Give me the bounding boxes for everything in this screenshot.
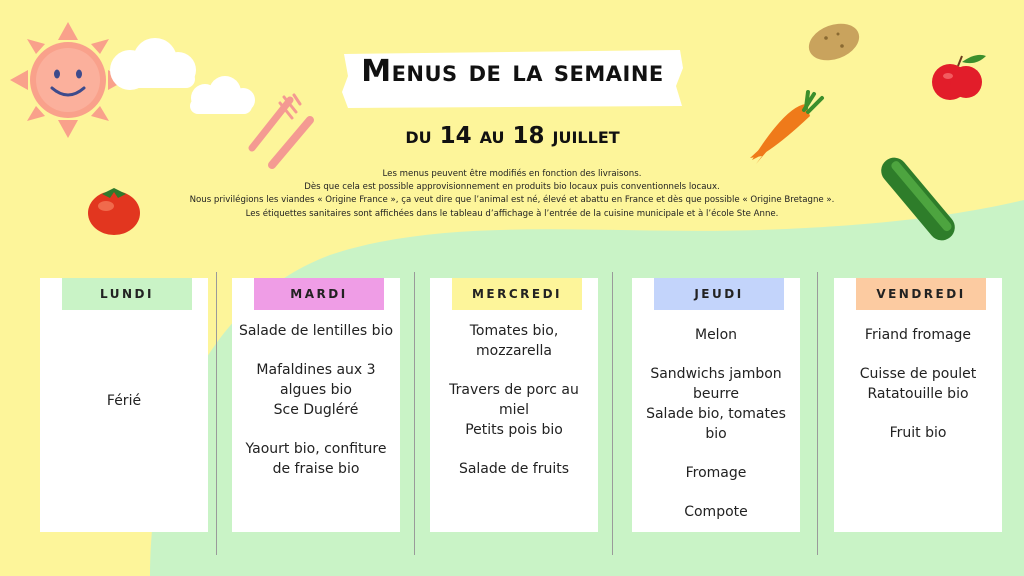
column-separator: [817, 272, 818, 555]
day-label-jeudi: JEUDI: [654, 278, 784, 310]
menu-line: Fruit bio: [889, 425, 947, 442]
menu-list: [638, 326, 794, 523]
note-line: Nous privilégions les viandes « Origine France », ça veut dire que l’animal est né, élevé et abattu en France et dès que possible « Origine Bretagne ».: [189, 195, 835, 206]
menu-gap: [238, 342, 394, 362]
menu-line: Cuisse de poulet: [859, 366, 977, 383]
menu-line: Fromage: [685, 464, 747, 481]
menu-line: Mafaldines aux 3: [256, 362, 376, 379]
menu-gap: [840, 405, 996, 425]
menu-gap: [238, 421, 394, 441]
menu-gap: [436, 440, 592, 460]
day-card-mardi: [232, 278, 400, 532]
menu-line: miel: [498, 401, 530, 418]
menu-line: Tomates bio,: [469, 323, 559, 339]
menu-line: de fraise bio: [272, 460, 360, 477]
week-dates: du 14 au 18 juillet: [405, 123, 620, 149]
notes-block: [150, 168, 874, 221]
menu-list: [436, 322, 592, 480]
day-card-mercredi: [430, 278, 598, 532]
menu-line: algues bio: [280, 382, 352, 399]
day-card-lundi: [40, 278, 208, 532]
menu-line: Petits pois bio: [465, 421, 563, 438]
menu-line: mozzarella: [476, 342, 552, 359]
menu-line: Compote: [684, 504, 748, 521]
note-line: Les étiquettes sanitaires sont affichées dans le tableau d’affichage à l’entrée de la cuisine municipale et à l’école Ste Anne.: [245, 208, 779, 219]
day-label-mardi: MARDI: [254, 278, 384, 310]
column-separator: [216, 272, 217, 555]
note-line: Dès que cela est possible approvisionnement en produits bio locaux puis conventionnels locaux.: [304, 182, 720, 193]
menu-list: [238, 322, 394, 480]
note-line: Les menus peuvent être modifiés en fonction des livraisons.: [382, 169, 642, 179]
menu-line: Melon: [694, 327, 738, 343]
menu-line: Yaourt bio, confiture: [245, 441, 387, 458]
column-separator: [612, 272, 613, 555]
day-card-jeudi: [632, 278, 800, 532]
menu-line: beurre: [693, 386, 739, 403]
menu-text: Férié: [106, 393, 142, 409]
menu-gap: [436, 361, 592, 381]
menu-gap: [840, 346, 996, 366]
day-label-vendredi: VENDREDI: [856, 278, 986, 310]
column-separator: [414, 272, 415, 555]
menu-line: Ratatouille bio: [867, 386, 969, 403]
menu-line: Sce Dugléré: [273, 401, 359, 418]
day-label-lundi: LUNDI: [62, 278, 192, 310]
menu-line: Friand fromage: [864, 327, 972, 343]
menu-list: [840, 326, 996, 444]
menu-gap: [638, 484, 794, 504]
menu-gap: [638, 346, 794, 366]
menu-line: Salade bio, tomates: [646, 405, 786, 422]
day-card-vendredi: [834, 278, 1002, 532]
menu-gap: [638, 444, 794, 464]
menu-line: Salade de fruits: [458, 460, 570, 477]
menu-line: Travers de porc au: [449, 382, 579, 399]
menu-line: Sandwichs jambon: [650, 366, 782, 383]
menu-line: Salade de lentilles bio: [238, 323, 394, 339]
day-label-mercredi: MERCREDI: [452, 278, 582, 310]
menu-line: bio: [705, 425, 727, 442]
page-title: Menus de la semaine: [361, 54, 664, 89]
